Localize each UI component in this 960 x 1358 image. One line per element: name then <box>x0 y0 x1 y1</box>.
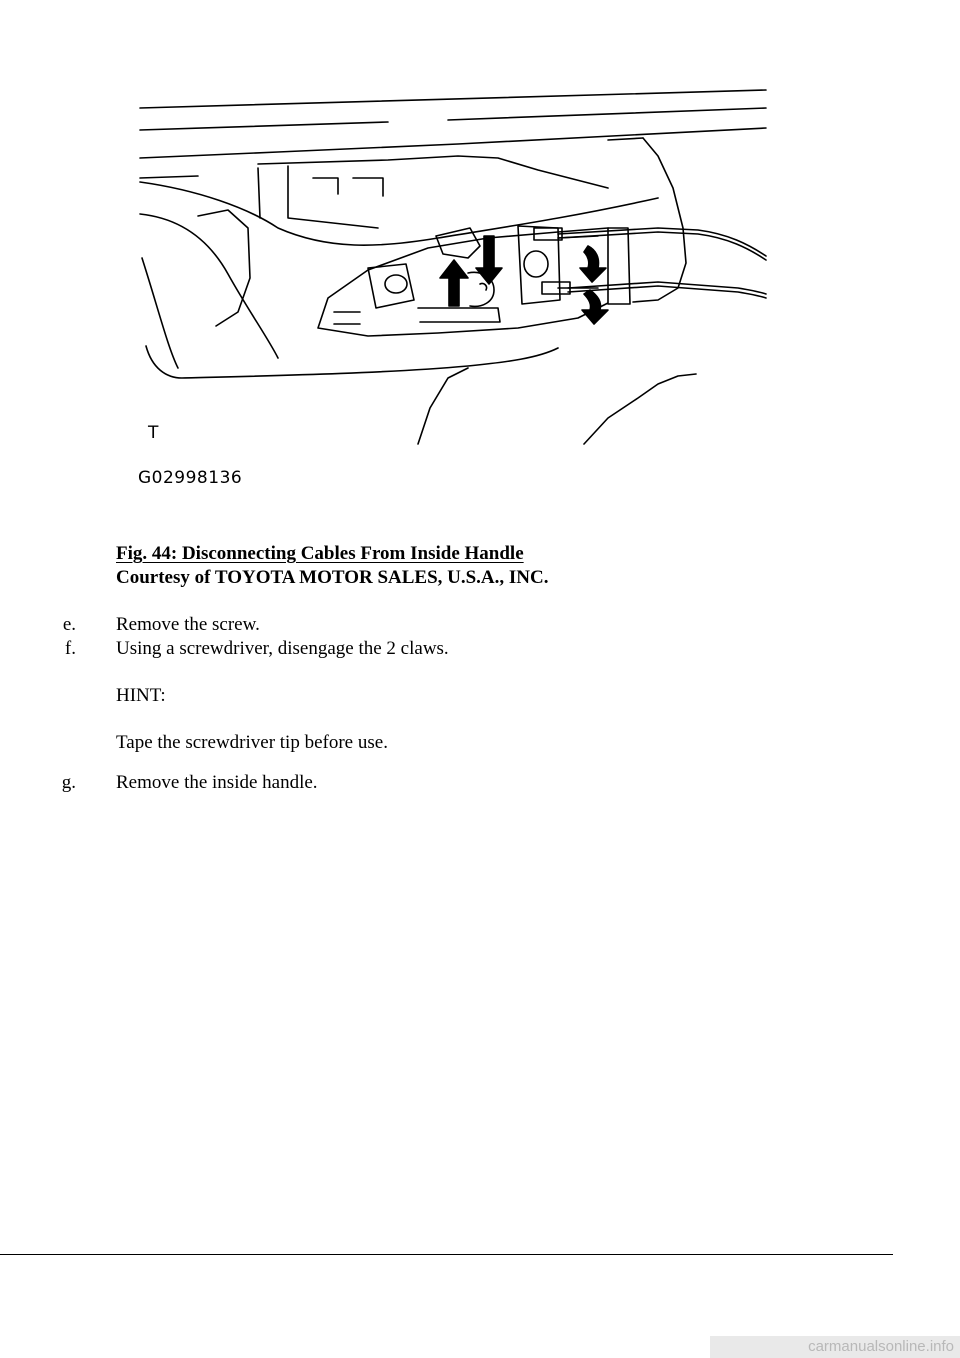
step-text: Remove the inside handle. <box>116 772 318 793</box>
hint-text: Tape the screwdriver tip before use. <box>116 732 388 753</box>
step-letter: g. <box>61 772 76 793</box>
view-marker <box>147 423 159 443</box>
step-letter: e. <box>62 614 76 635</box>
figure-title: Fig. 44: Disconnecting Cables From Inside Handle <box>116 543 524 564</box>
watermark: carmanualsonline.info <box>710 1336 960 1358</box>
technical-illustration <box>138 78 770 498</box>
footer-rule <box>0 1254 893 1255</box>
cable-lines <box>534 228 766 298</box>
image-code: G02998136 <box>138 468 243 488</box>
step-text: Using a screwdriver, disengage the 2 claws. <box>116 638 449 659</box>
upper-trim-lines <box>140 90 766 178</box>
inside-handle-assembly <box>318 226 630 336</box>
figure-credit: Courtesy of TOYOTA MOTOR SALES, U.S.A., INC. <box>116 567 549 588</box>
down-arrow-icon <box>476 236 502 284</box>
hint-label: HINT: <box>116 685 166 706</box>
svg-text:T: T <box>148 423 159 443</box>
hand-outline <box>418 368 696 444</box>
step-letter: f. <box>64 638 76 659</box>
step-text: Remove the screw. <box>116 614 260 635</box>
figure-caption <box>116 542 549 590</box>
up-arrow-icon <box>440 260 468 306</box>
door-panel-outline <box>140 138 686 378</box>
